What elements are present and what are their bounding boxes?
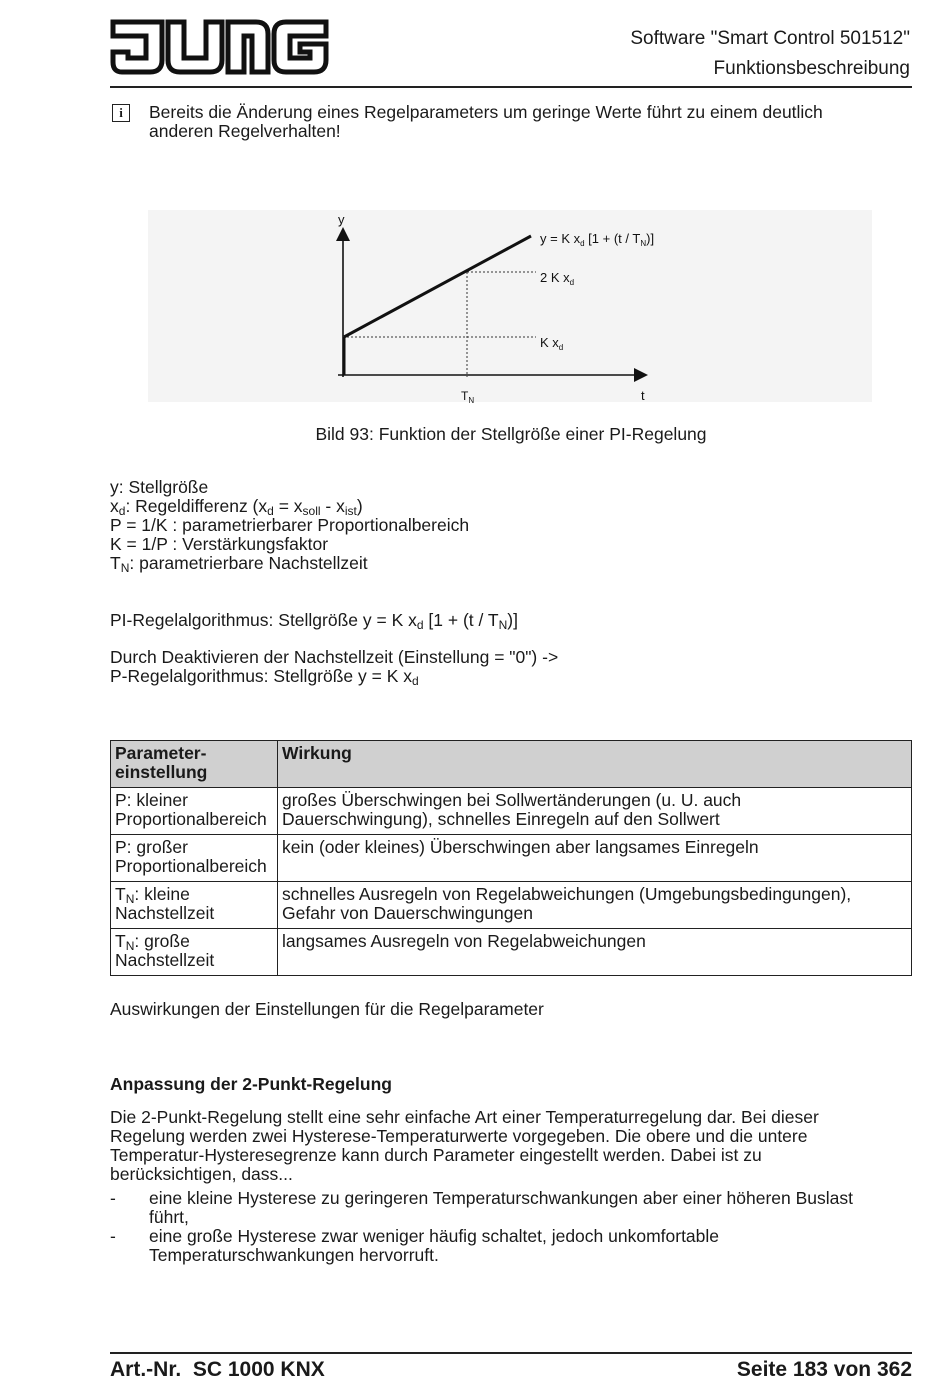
paragraph-line: Regelung werden zwei Hysterese-Temperaturwerte vorgegeben. Die obere und die untere	[110, 1126, 808, 1146]
deactivation-note: Durch Deaktivieren der Nachstellzeit (Einstellung = "0") ->	[110, 647, 559, 667]
list-item: - eine kleine Hysterese zu geringeren Temperaturschwankungen aber einer höheren Buslast führt,	[110, 1188, 853, 1227]
definitions	[110, 478, 558, 686]
y-axis-arrow	[336, 227, 350, 241]
table-cell: $T_N$: große Nachstellzeit	[111, 929, 278, 976]
section-heading: Anpassung der 2-Punkt-Regelung	[110, 1074, 392, 1094]
def-xd: $x_d$: Regeldifferenz $(x_d = x_{soll} - x_{ist})$	[110, 496, 363, 518]
paragraph-line: Temperatur-Hysteresegrenze kann durch Parameter eingestellt werden. Dabei ist zu	[110, 1145, 762, 1165]
table-cell: $T_N$: kleine Nachstellzeit	[111, 882, 278, 929]
x-axis-label: t	[641, 388, 645, 403]
table-row	[111, 882, 912, 929]
def-p: P = 1/K : parametrierbarer Proportionalbereich	[110, 515, 470, 535]
table-row	[111, 835, 912, 882]
formula-label: y = K $x_d$ $[1 + (t / T_N)]$	[540, 231, 655, 248]
def-tn: $T_N$: parametrierbare Nachstellzeit	[110, 553, 368, 575]
p-algorithm: P-Regelalgorithmus: Stellgröße y = K $x_d$	[110, 666, 419, 688]
def-k: K = 1/P : Verstärkungsfaktor	[110, 534, 329, 554]
info-icon: i	[112, 104, 130, 122]
table-row	[111, 929, 912, 976]
table-cell: langsames Ausregeln von Regelabweichungen	[278, 929, 912, 976]
pi-algorithm: PI-Regelalgorithmus: Stellgröße y = K $x_d$ $[1 + (t / T_N)]$	[110, 610, 518, 632]
table-cell: schnelles Ausregeln von Regelabweichungen (Umgebungsbedingungen), Gefahr von Dauerschwingungen	[278, 882, 912, 929]
document-title	[630, 24, 910, 84]
section-paragraph	[110, 1108, 819, 1184]
def-y: y: Stellgröße	[110, 477, 209, 497]
figure-caption: Bild 93: Funktion der Stellgröße einer PI-Regelung	[315, 424, 707, 444]
software-title: Software "Smart Control 501512"	[630, 28, 910, 49]
table-caption: Auswirkungen der Einstellungen für die Regelparameter	[110, 999, 544, 1019]
page-number: Seite 183 von 362	[736, 1358, 912, 1381]
table-cell: P: kleiner Proportionalbereich	[111, 788, 278, 835]
tn-label: $T_N$	[461, 389, 475, 405]
table-row	[111, 788, 912, 835]
table-header-effect: Wirkung	[278, 741, 912, 788]
description-title: Funktionsbeschreibung	[713, 58, 910, 79]
table-cell: P: großer Proportionalbereich	[111, 835, 278, 882]
info-note	[149, 103, 823, 141]
note-line: Bereits die Änderung eines Regelparameters um geringe Werte führt zu einem deutlich	[149, 102, 823, 122]
paragraph-line: Die 2-Punkt-Regelung stellt eine sehr einfache Art einer Temperaturregelung dar. Bei dieser	[110, 1107, 819, 1127]
2kxd-label: 2 K $x_d$	[540, 270, 575, 287]
paragraph-line: berücksichtigen, dass...	[110, 1164, 293, 1184]
ramp-line	[344, 236, 531, 337]
table-cell: großes Überschwingen bei Sollwertänderungen (u. U. auch Dauerschwingung), schnelles Einregeln auf den Sollwert	[278, 788, 912, 835]
table-header-row	[111, 741, 912, 788]
table-header-parameter: Parameter- einstellung	[111, 741, 278, 788]
x-axis-arrow	[634, 368, 648, 382]
table-cell: kein (oder kleines) Überschwingen aber langsames Einregeln	[278, 835, 912, 882]
parameter-table	[110, 740, 912, 976]
y-axis-label: y	[338, 212, 345, 227]
jung-logo	[110, 18, 330, 81]
note-line: anderen Regelverhalten!	[149, 121, 341, 141]
pi-control-chart	[148, 205, 888, 410]
footer-divider	[110, 1352, 912, 1354]
kxd-label: K $x_d$	[540, 335, 564, 352]
article-number: Art.-Nr. SC 1000 KNX	[110, 1358, 325, 1381]
bullet-list	[110, 1189, 853, 1265]
header-divider	[110, 86, 912, 88]
list-item: - eine große Hysterese zwar weniger häufig schaltet, jedoch unkomfortable Temperaturschwankungen hervorruft.	[110, 1226, 720, 1265]
